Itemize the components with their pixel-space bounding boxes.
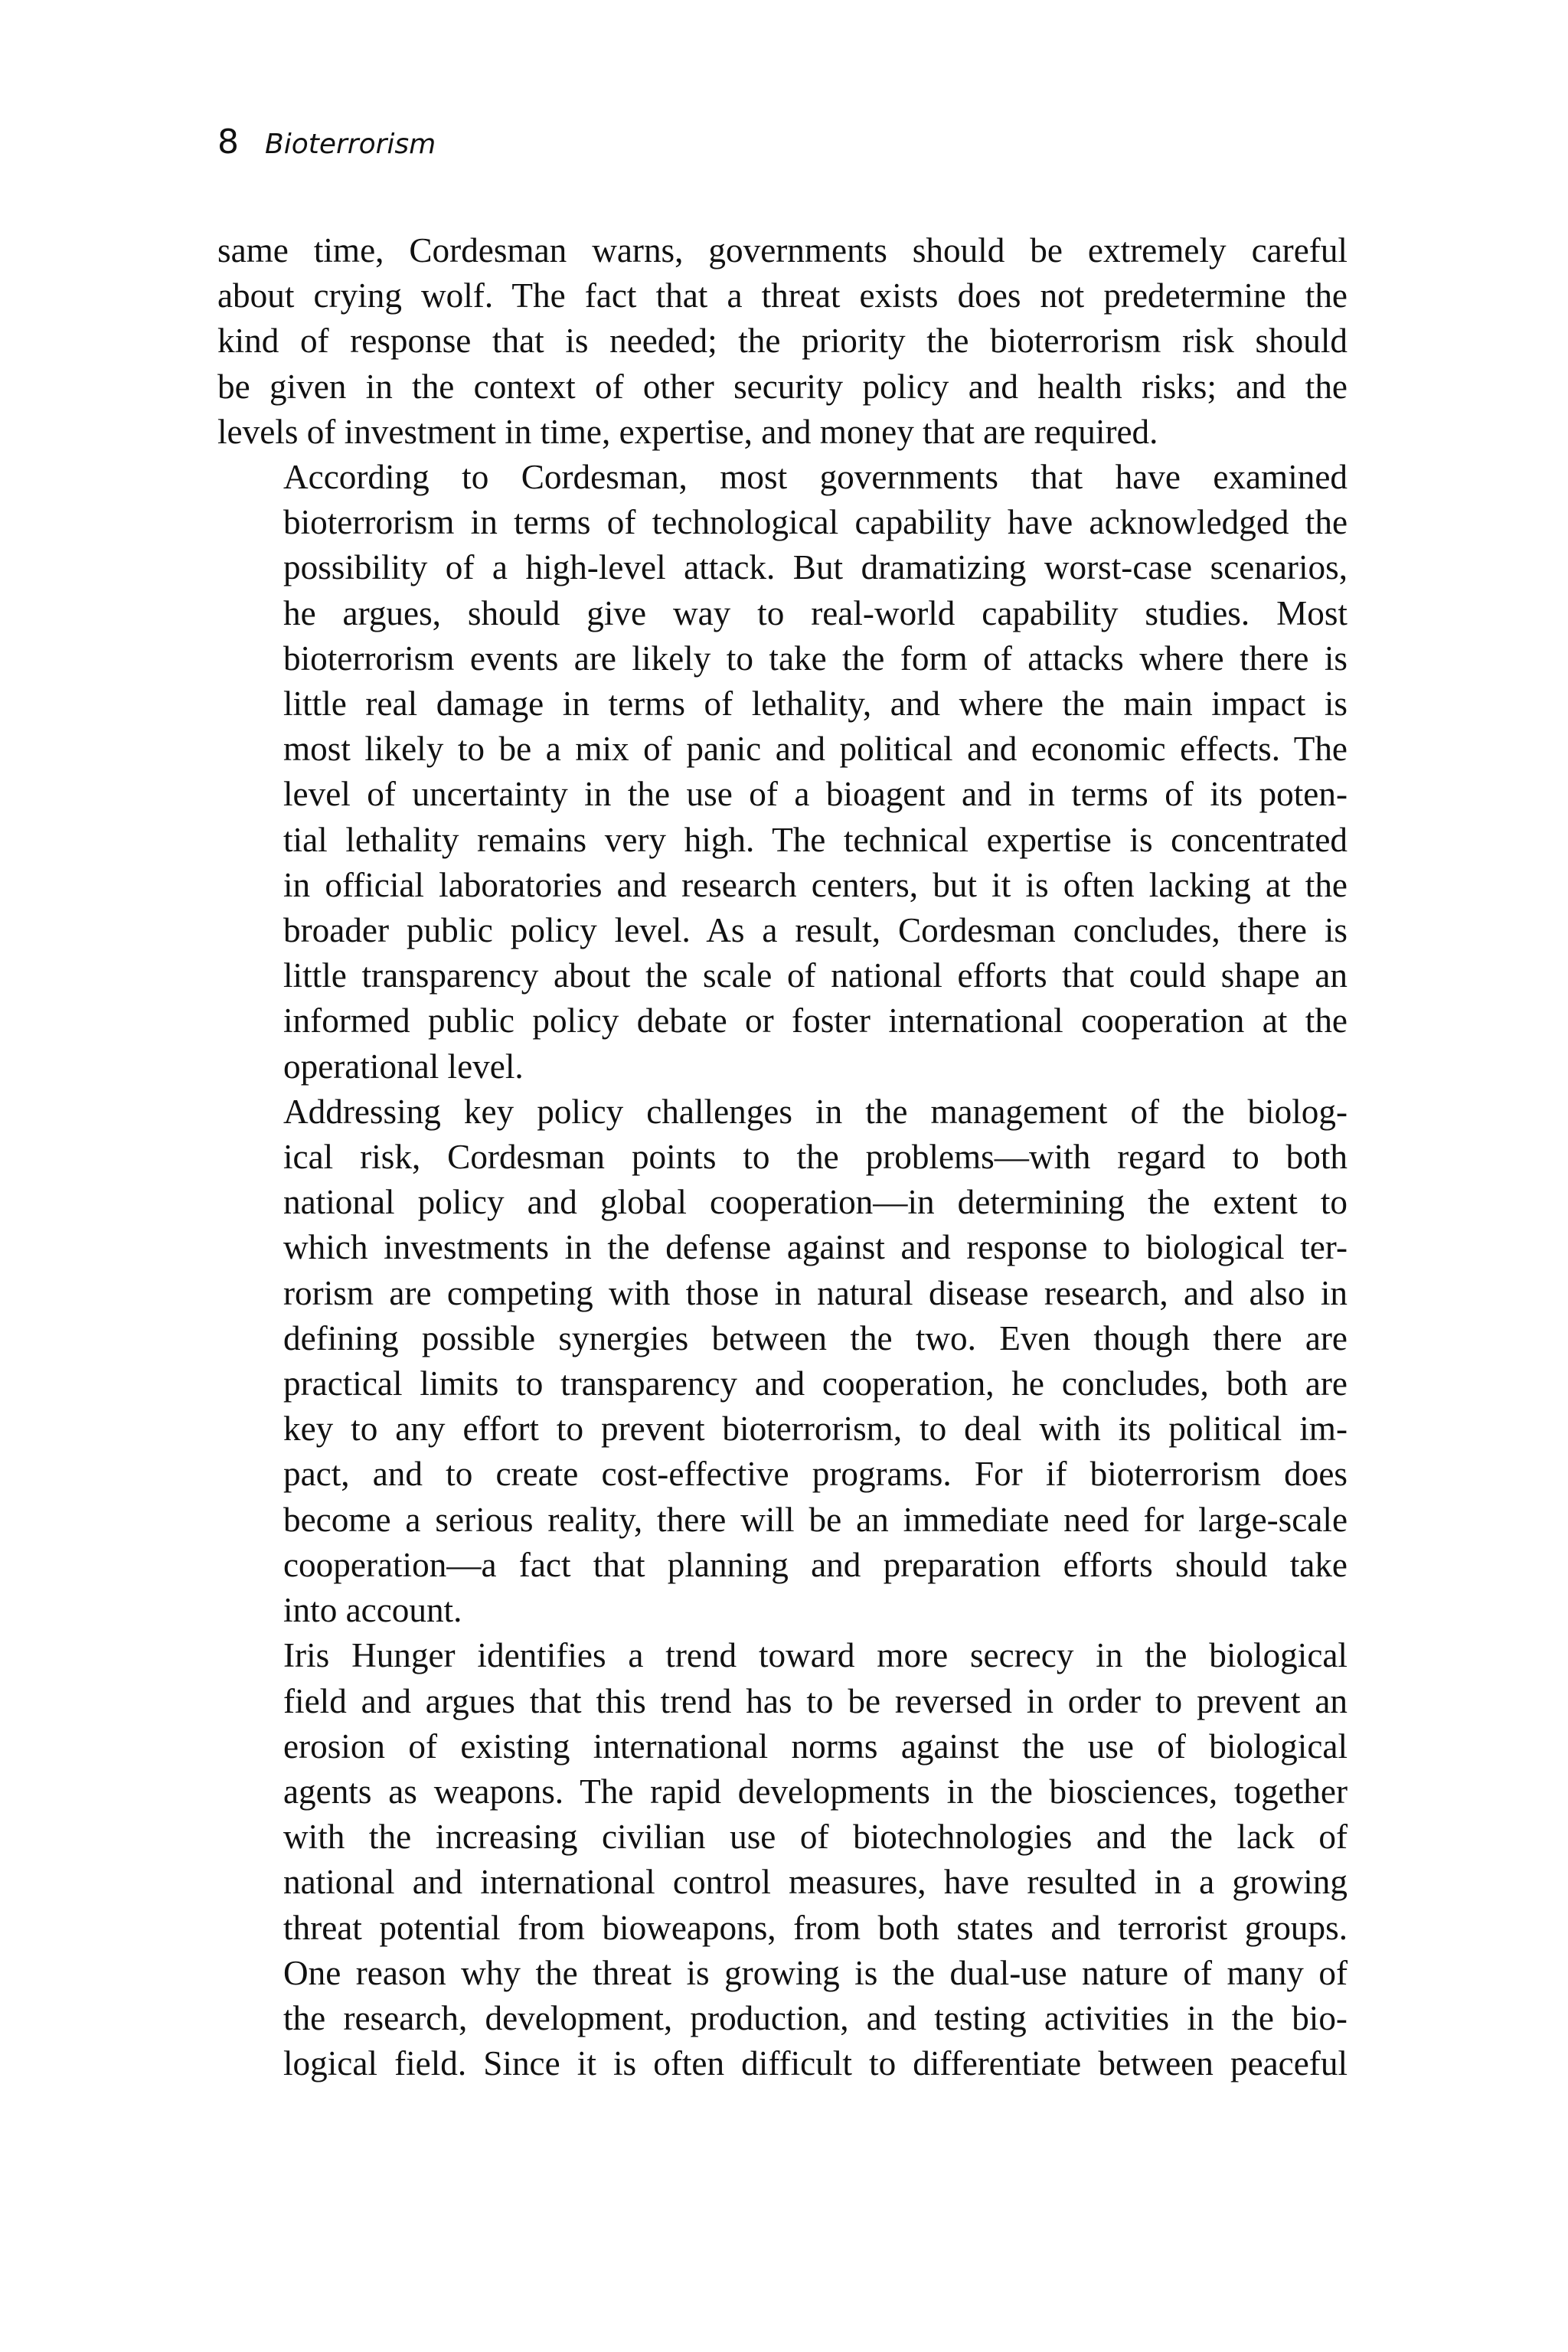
text-line: Addressing key policy challenges in the management of the biolog-: [283, 1092, 1348, 1131]
paragraph-2: [217, 455, 1348, 1089]
text-line: level of uncertainty in the use of a bioagent and in terms of its poten-: [283, 775, 1348, 814]
text-line: practical limits to transparency and cooperation, he concludes, both are: [283, 1364, 1348, 1403]
text-line: possibility of a high-level attack. But dramatizing worst-case scenarios,: [283, 548, 1348, 587]
text-line: with the increasing civilian use of biotechnologies and the lack of: [283, 1818, 1348, 1857]
text-line: operational level.: [283, 1047, 524, 1086]
text-line: broader public policy level. As a result, Cordesman concludes, there is: [283, 911, 1348, 950]
text-line: agents as weapons. The rapid developments in the biosciences, together: [283, 1772, 1348, 1811]
text-line: little real damage in terms of lethality, and where the main impact is: [283, 684, 1348, 724]
text-line: national and international control measures, have resulted in a growing: [283, 1863, 1348, 1902]
text-line: into account.: [283, 1591, 462, 1630]
text-line: kind of response that is needed; the priority the bioterrorism risk should: [217, 322, 1348, 361]
text-line: key to any effort to prevent bioterrorism, to deal with its political im-: [283, 1410, 1348, 1449]
text-line: about crying wolf. The fact that a threat exists does not predetermine the: [217, 276, 1348, 315]
text-line: One reason why the threat is growing is the dual-use nature of many of: [283, 1953, 1348, 1992]
text-line: logical field. Since it is often difficult to differentiate between peaceful: [283, 2044, 1348, 2083]
text-line: same time, Cordesman warns, governments should be extremely careful: [217, 231, 1348, 270]
text-line: pact, and to create cost-effective programs. For if bioterrorism does: [283, 1455, 1348, 1494]
text-line: According to Cordesman, most governments that have examined: [283, 458, 1348, 497]
body-text: [217, 228, 1348, 2086]
text-line: defining possible synergies between the two. Even though there are: [283, 1318, 1348, 1357]
text-line: little transparency about the scale of national efforts that could shape an: [283, 956, 1348, 995]
text-line: bioterrorism in terms of technological capability have acknowledged the: [283, 503, 1348, 542]
text-line: cooperation—a fact that planning and preparation efforts should take: [283, 1545, 1348, 1584]
text-line: informed public policy debate or foster international cooperation at the: [283, 1001, 1348, 1040]
running-title: Bioterrorism: [265, 129, 436, 160]
text-line: erosion of existing international norms against the use of biological: [283, 1726, 1348, 1766]
text-line: Iris Hunger identifies a trend toward more secrecy in the biological: [283, 1636, 1348, 1675]
text-line: the research, development, production, and testing activities in the bio-: [283, 1998, 1348, 2037]
text-line: threat potential from bioweapons, from both states and terrorist groups.: [283, 1908, 1348, 1947]
text-line: which investments in the defense against and response to biological ter-: [283, 1228, 1348, 1267]
text-line: levels of investment in time, expertise, and money that are required.: [217, 412, 1158, 451]
text-line: field and argues that this trend has to be reversed in order to prevent an: [283, 1681, 1348, 1720]
text-line: he argues, should give way to real-world capability studies. Most: [283, 593, 1348, 632]
paragraph-3: [217, 1089, 1348, 1633]
text-line: bioterrorism events are likely to take the form of attacks where there is: [283, 639, 1348, 678]
text-line: most likely to be a mix of panic and political and economic effects. The: [283, 730, 1348, 769]
text-line: tial lethality remains very high. The technical expertise is concentrated: [283, 820, 1348, 859]
text-line: national policy and global cooperation—in determining the extent to: [283, 1183, 1348, 1222]
text-line: ical risk, Cordesman points to the problems—with regard to both: [283, 1138, 1348, 1177]
paragraph-1: [217, 228, 1348, 455]
text-line: rorism are competing with those in natural disease research, and also in: [283, 1273, 1348, 1312]
text-line: become a serious reality, there will be an immediate need for large-scale: [283, 1500, 1348, 1539]
running-head: [217, 122, 436, 168]
page-number: 8: [217, 122, 239, 162]
text-line: in official laboratories and research centers, but it is often lacking at the: [283, 865, 1348, 904]
text-line: be given in the context of other security policy and health risks; and the: [217, 367, 1348, 406]
paragraph-4: [217, 1633, 1348, 2086]
